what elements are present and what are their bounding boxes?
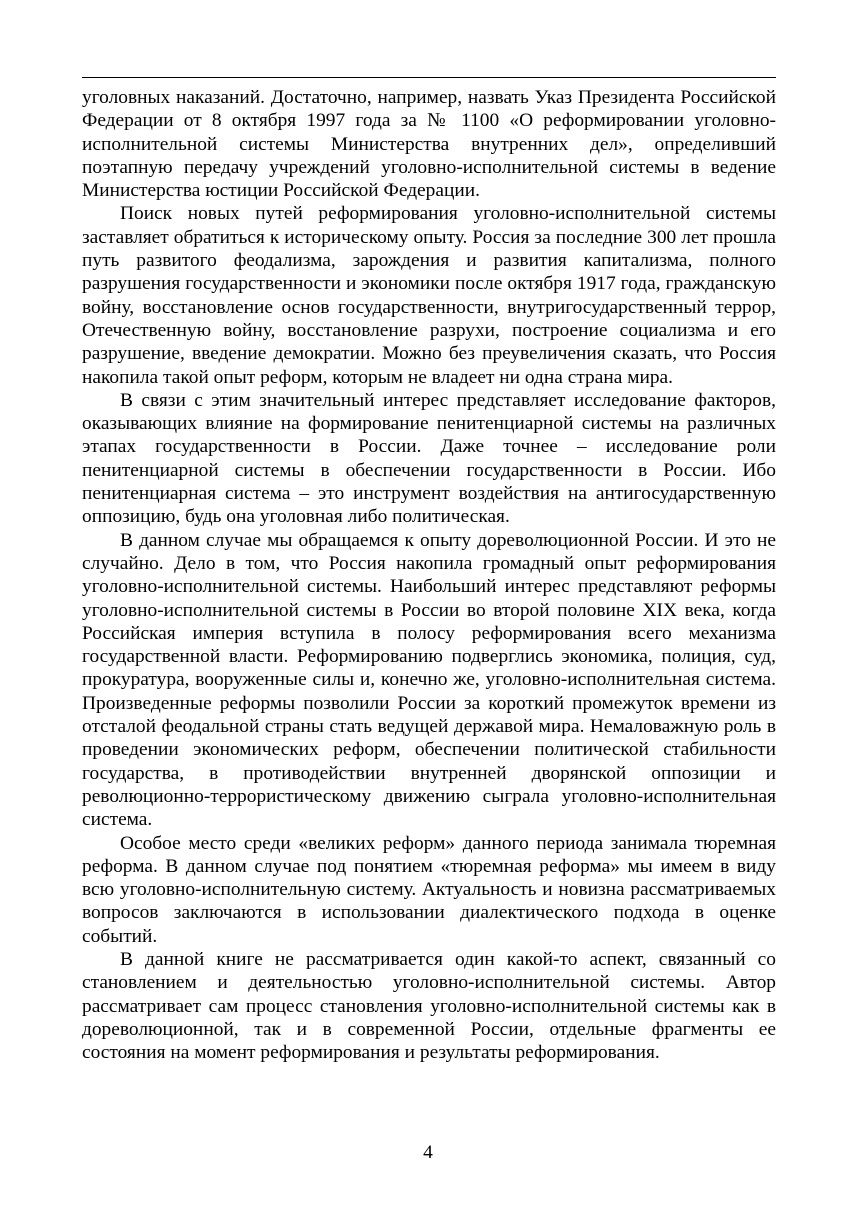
page-number: 4 (423, 1142, 433, 1163)
paragraph: Поиск новых путей реформирования уголовно-исполнительной системы заставляет обратиться к историческому опыту. Россия за последние 300 лет прошла путь развитого феодализма, зарождения и развития капитализма, полного разрушения государственности и экономики после октября 1917 года, гражданскую войну, восстановление основ государственности, внутригосударственный террор, Отечественную войну, восстановление разрухи, построение социализма и его разрушение, введение демократии. Можно без преувеличения сказать, что Россия накопила такой опыт реформ, которым не владеет ни одна страна мира. (82, 203, 776, 388)
header-rule (82, 77, 776, 78)
paragraph-continued: уголовных наказаний. Достаточно, например, назвать Указ Президента Российской Федерации от 8 октября 1997 года за № 1100 «О реформировании уголовно-исполнительной системы Министерства внутренних дел», определивший поэтапную передачу учреждений уголовно-исполнительной системы в ведение Министерства юстиции Российской Федерации. (82, 87, 776, 202)
paragraph: Особое место среди «великих реформ» данного периода занимала тюремная реформа. В данном случае под понятием «тюремная реформа» мы имеем в виду всю уголовно-исполнительную систему. Актуальность и новизна рассматриваемых вопросов заключаются в использовании диалектического подхода в оценке событий. (82, 832, 776, 947)
paragraph: В связи с этим значительный интерес представляет исследование факторов, оказывающих влияние на формирование пенитенциарной системы на различных этапах государственности в России. Даже точнее – исследование роли пенитенциарной системы в обеспечении государственности в России. Ибо пенитенциарная система – это инструмент воздействия на антигосударственную оппозицию, будь она уголовная либо политическая. (82, 389, 776, 528)
paragraph: В данном случае мы обращаемся к опыту дореволюционной России. И это не случайно. Дело в том, что Россия накопила громадный опыт реформирования уголовно-исполнительной системы. Наибольший интерес представляют реформы уголовно-исполнительной системы в России во второй половине XIX века, когда Российская империя вступила в полосу реформирования всего механизма государственной власти. Реформированию подверглись экономика, полиция, суд, прокуратура, вооруженные силы и, конечно же, уголовно-исполнительная система. Произведенные реформы позволили России за короткий промежуток времени из отсталой феодальной страны стать ведущей державой мира. Немаловажную роль в проведении экономических реформ, обеспечении политической стабильности государства, в противодействии внутренней дворянской оппозиции и революционно-террористическому движению сыграла уголовно-исполнительная система. (82, 529, 776, 831)
page-body (82, 86, 776, 1064)
paragraph: В данной книге не рассматривается один какой-то аспект, связанный со становлением и деятельностью уголовно-исполнительной системы. Автор рассматривает сам процесс становления уголовно-исполнительной системы как в дореволюционной, так и в современной России, отдельные фрагменты ее состояния на момент реформирования и результаты реформирования. (82, 948, 776, 1064)
